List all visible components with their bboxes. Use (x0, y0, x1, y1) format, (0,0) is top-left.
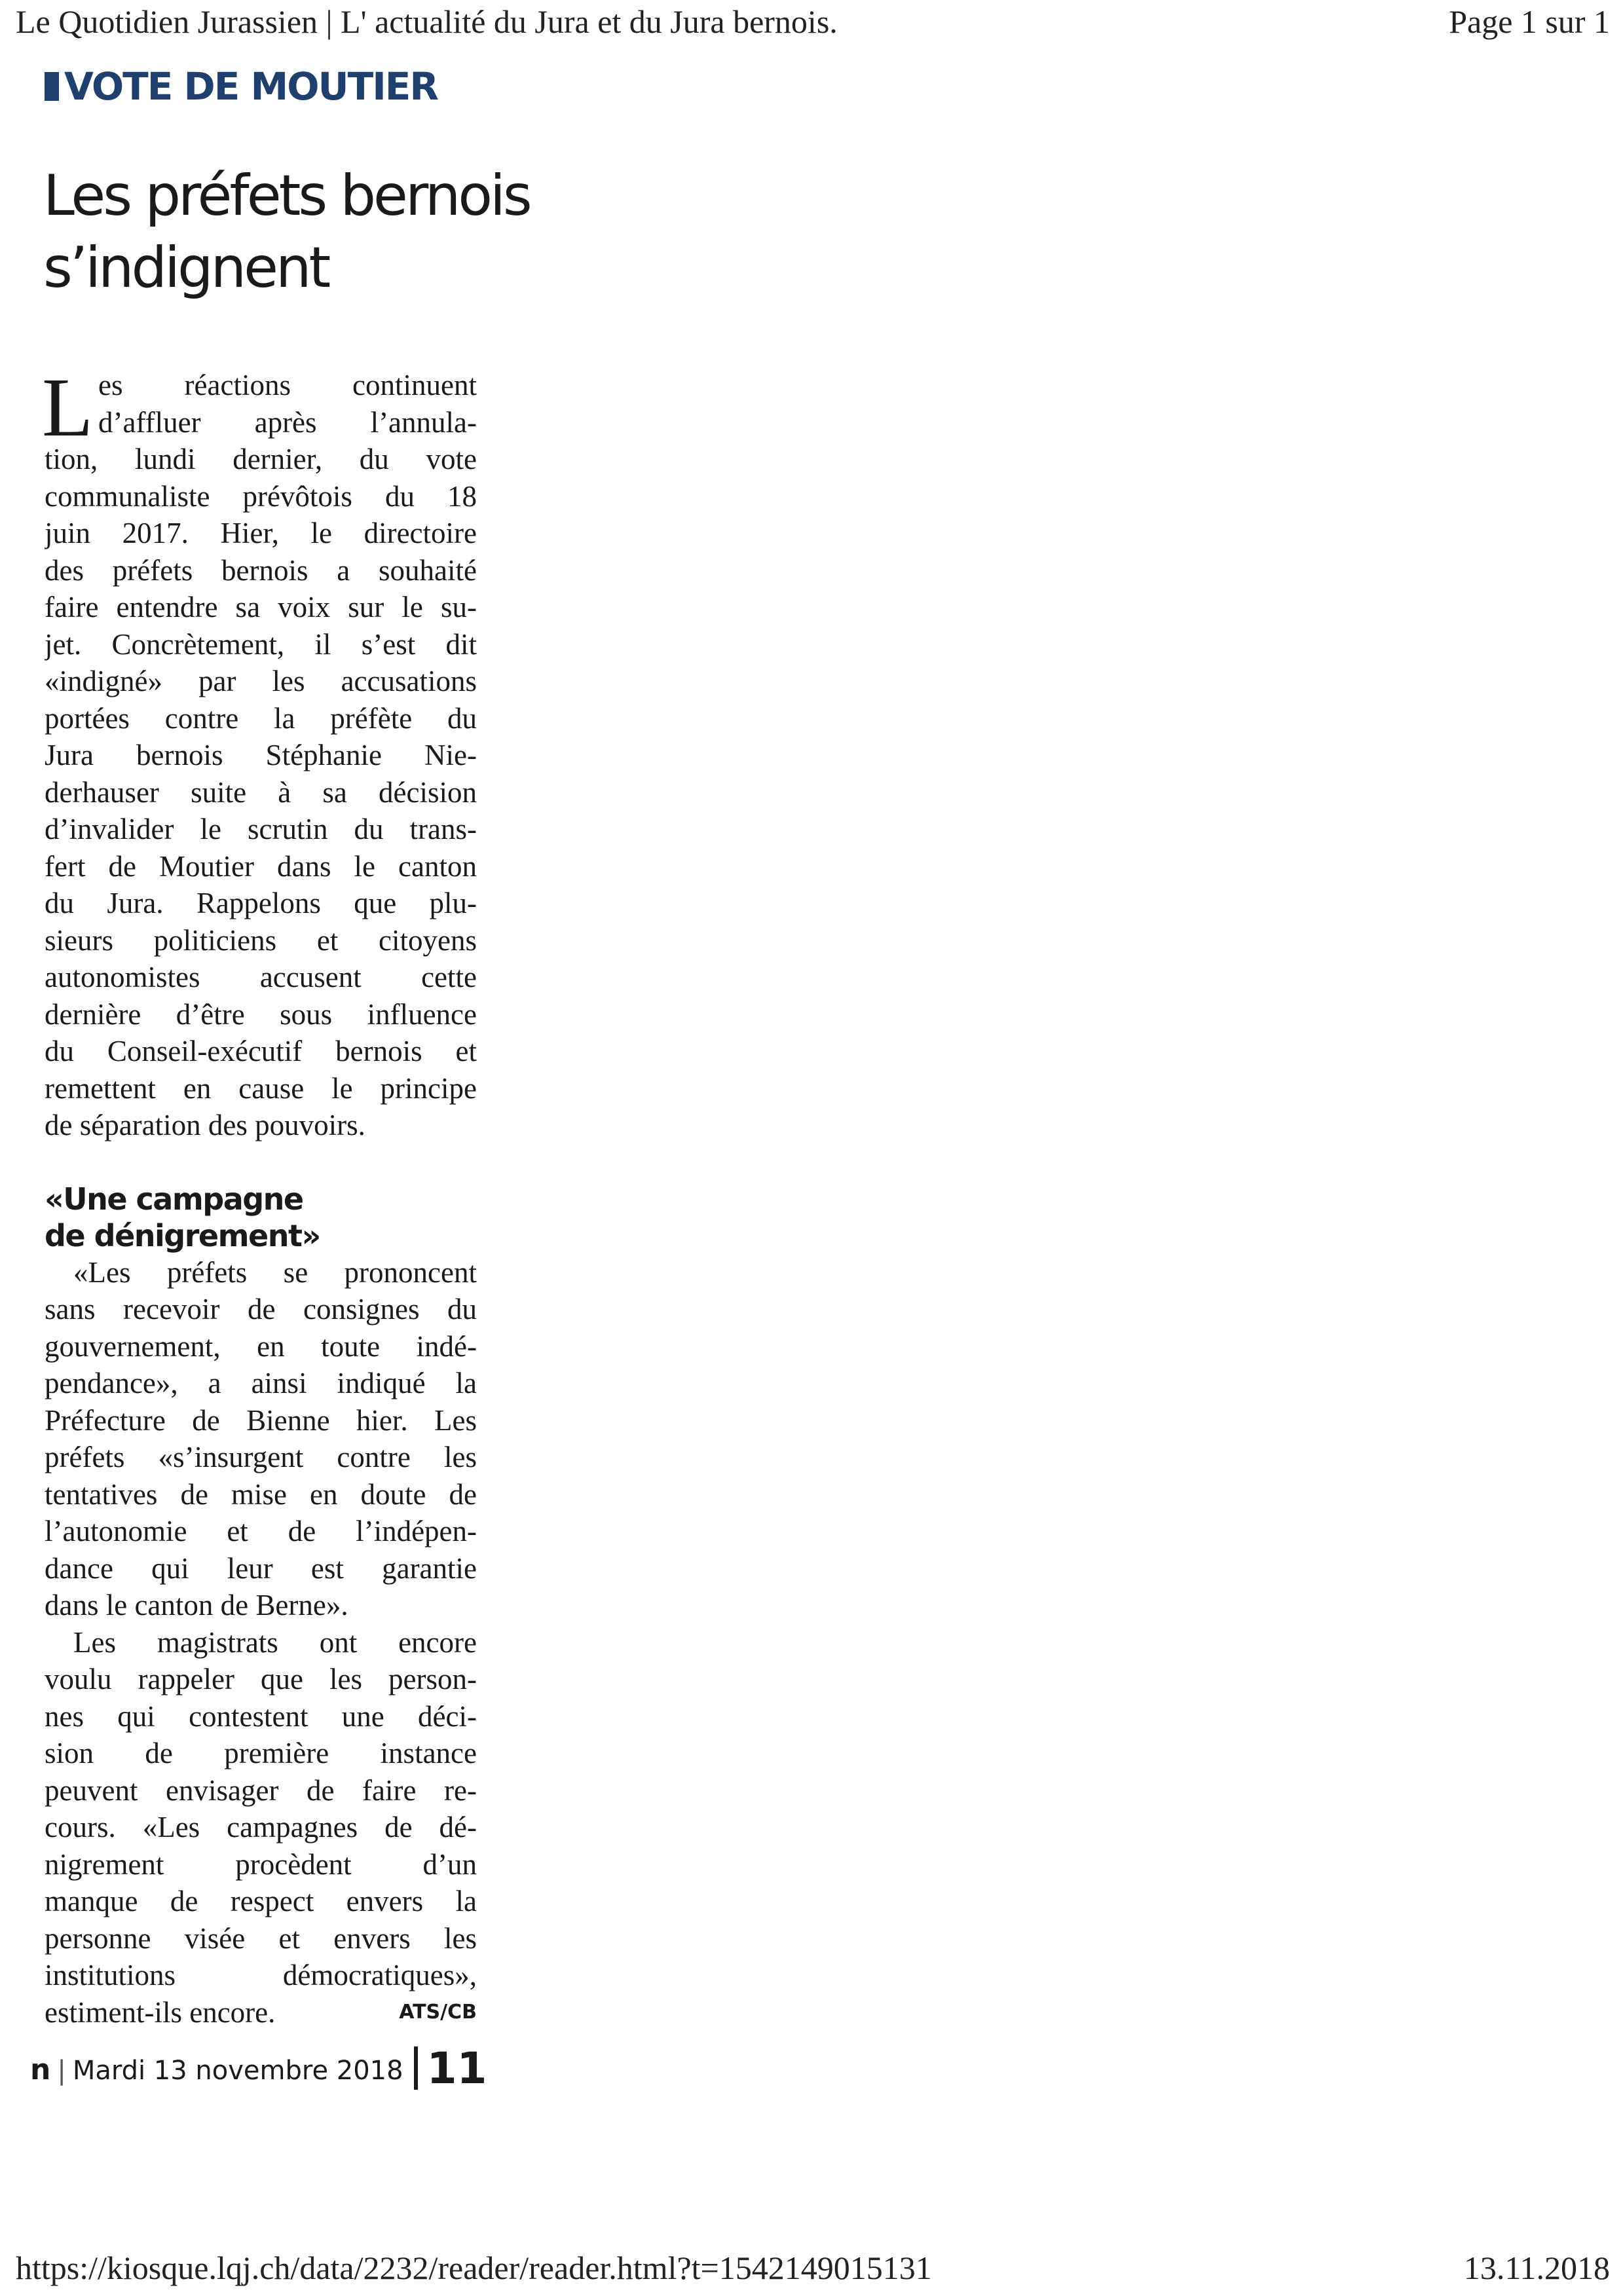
body-line: communaliste prévôtois du 18 (45, 479, 477, 513)
body-line: nes qui contestent une déci- (45, 1699, 477, 1733)
article-credit: ATS/CB (399, 2001, 477, 2024)
print-footer-date: 13.11.2018 (1463, 2250, 1610, 2286)
print-footer (16, 2249, 1610, 2295)
body-line: dans le canton de Berne». (45, 1589, 348, 1621)
rubric-label: VOTE DE MOUTIER (64, 64, 438, 109)
body-line: voulu rappeler que les person- (45, 1663, 477, 1695)
body-line: pendance», a ainsi indiqué la (45, 1367, 477, 1399)
print-footer-url: https://kiosque.lqj.ch/data/2232/reader/reader.html?t=1542149015131 (16, 2250, 932, 2286)
print-header-title: Le Quotidien Jurassien | L' actualité du Jura et du Jura bernois. (16, 3, 838, 40)
body-line: Les magistrats ont encore (73, 1625, 477, 1659)
body-line: Préfecture de Bienne hier. Les (45, 1403, 477, 1437)
body-line: sans recevoir de consignes du (45, 1293, 477, 1325)
body-line: juin 2017. Hier, le directoire (45, 517, 477, 549)
body-line: remettent en cause le principe (45, 1071, 477, 1105)
body-line: nigrement procèdent d’un (45, 1847, 477, 1881)
body-line: institutions démocratiques», (45, 1959, 477, 1991)
body-line: Jura bernois Stéphanie Nie- (45, 739, 477, 771)
body-line: es réactions continuent (98, 369, 477, 401)
body-line: tentatives de mise en doute de (45, 1477, 477, 1511)
body-line: fert de Moutier dans le canton (45, 849, 477, 883)
body-line: d’affluer après l’annula- (98, 405, 477, 439)
body-line: derhauser suite à sa décision (45, 775, 477, 809)
body-line: l’autonomie et de l’indépen- (45, 1515, 477, 1547)
body-line: sieurs politiciens et citoyens (45, 923, 477, 957)
body-line: de séparation des pouvoirs. (45, 1109, 365, 1141)
body-line: préfets «s’insurgent contre les (45, 1441, 477, 1473)
body-line: peuvent envisager de faire re- (45, 1773, 477, 1807)
body-line: faire entendre sa voix sur le su- (45, 591, 477, 623)
print-header-page: Page 1 sur 1 (1449, 3, 1610, 40)
body-line: portées contre la préfète du (45, 701, 477, 735)
article-rubric (45, 64, 438, 109)
drop-cap: L (42, 361, 94, 454)
subhead-line: «Une campagne (45, 1181, 303, 1217)
footer-rule (414, 2046, 418, 2090)
paragraph-3 (45, 1624, 477, 2031)
subhead-line: de dénigrement» (45, 1217, 320, 1253)
body-line: cours. «Les campagnes de dé- (45, 1811, 477, 1843)
body-line: «Les préfets se prononcent (73, 1255, 477, 1289)
paragraph-1 (42, 361, 477, 1144)
rubric-square-icon (45, 72, 59, 101)
body-line: estiment-ils encore. (45, 1995, 276, 2029)
footer-date: Mardi 13 novembre 2018 (72, 2056, 403, 2086)
body-line: des préfets bernois a souhaité (45, 553, 477, 587)
body-line: sion de première instance (45, 1737, 477, 1769)
body-line: dance qui leur est garantie (45, 1551, 477, 1585)
page-footer (30, 2043, 487, 2094)
body-line: dernière d’être sous influence (45, 997, 477, 1031)
body-line: gouvernement, en toute indé- (45, 1329, 477, 1363)
body-line: tion, lundi dernier, du vote (45, 443, 477, 475)
paragraph-2 (45, 1254, 477, 1624)
body-line: d’invalider le scrutin du trans- (45, 813, 477, 845)
article-body (42, 361, 477, 2031)
body-line: jet. Concrètement, il s’est dit (45, 627, 477, 661)
closing-line (45, 1994, 477, 2031)
headline-line: s’indignent (43, 235, 329, 301)
footer-letter: n (30, 2053, 51, 2086)
footer-separator: | (57, 2056, 66, 2086)
body-line: du Conseil-exécutif bernois et (45, 1035, 477, 1067)
headline-line: Les préfets bernois (43, 163, 530, 229)
body-line: du Jura. Rappelons que plu- (45, 887, 477, 919)
body-line: manque de respect envers la (45, 1885, 477, 1917)
footer-page-number: 11 (426, 2043, 487, 2094)
body-line: personne visée et envers les (45, 1921, 477, 1955)
body-line: «indigné» par les accusations (45, 665, 477, 697)
print-header (16, 3, 1610, 50)
body-line: autonomistes accusent cette (45, 961, 477, 993)
article-headline (43, 160, 530, 304)
